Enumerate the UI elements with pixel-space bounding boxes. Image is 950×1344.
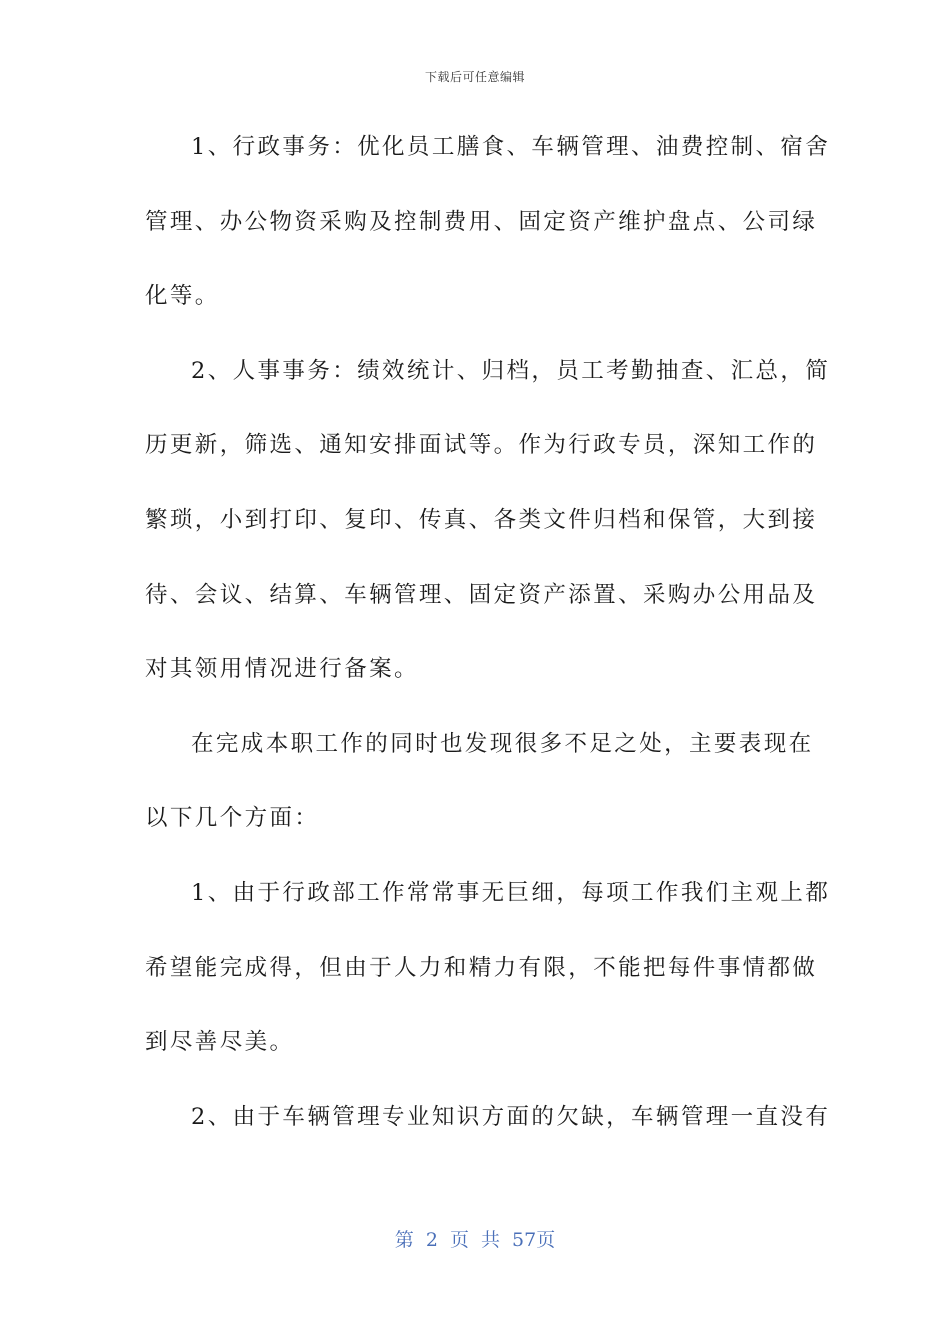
- text-line: 希望能完成得，但由于人力和精力有限，不能把每件事情都做: [145, 954, 818, 981]
- text-line: 对其领用情况进行备案。: [145, 656, 419, 683]
- text-line: 到尽善尽美。: [145, 1029, 295, 1056]
- text-line: 2、由于车辆管理专业知识方面的欠缺，车辆管理一直没有: [191, 1103, 831, 1130]
- document-header-note: 下载后可任意编辑: [424, 70, 525, 84]
- text-line: 在完成本职工作的同时也发现很多不足之处，主要表现在: [191, 730, 814, 757]
- text-line: 2、人事事务：绩效统计、归档，员工考勤抽查、汇总，简: [191, 357, 831, 384]
- text-line: 管理、办公物资采购及控制费用、固定资产维护盘点、公司绿: [145, 208, 818, 235]
- text-line: 以下几个方面：: [145, 805, 320, 832]
- text-line: 待、会议、结算、车辆管理、固定资产添置、采购办公用品及: [145, 581, 818, 608]
- page-number: 第 2 页 共 57页: [394, 1229, 556, 1251]
- text-line: 1、行政事务：优化员工膳食、车辆管理、油费控制、宿舍: [191, 134, 831, 160]
- document-body: [145, 110, 831, 1154]
- text-line: 1、由于行政部工作常常事无巨细，每项工作我们主观上都: [191, 879, 831, 906]
- text-line: 化等。: [145, 283, 220, 310]
- text-line: 繁琐，小到打印、复印、传真、各类文件归档和保管，大到接: [145, 506, 818, 533]
- text-line: 历更新，筛选、通知安排面试等。作为行政专员，深知工作的: [145, 432, 818, 459]
